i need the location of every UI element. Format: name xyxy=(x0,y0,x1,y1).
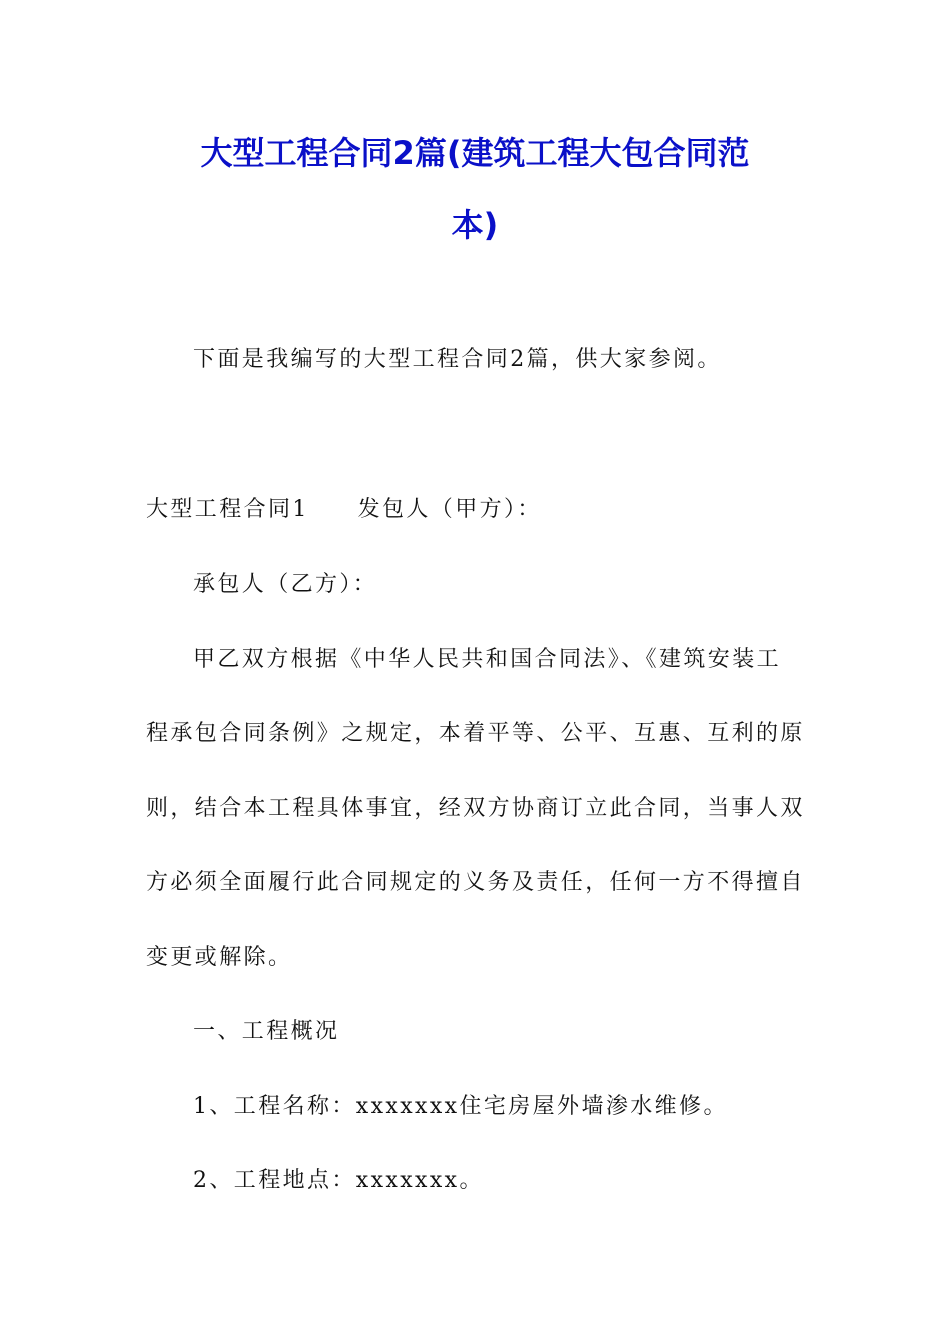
document-title-line-1: 大型工程合同2篇(建筑工程大包合同范 xyxy=(200,134,750,172)
list-item: 2、工程地点：xxxxxxx。 xyxy=(193,1168,484,1193)
paragraph-line: 甲乙双方根据《中华人民共和国合同法》、《建筑安装工 xyxy=(193,647,782,672)
section-heading: 一、工程概况 xyxy=(193,1019,340,1044)
paragraph-line: 变更或解除。 xyxy=(146,945,293,970)
paragraph-line: 程承包合同条例》之规定，本着平等、公平、互惠、互利的原 xyxy=(146,721,805,746)
party-b-line: 承包人（乙方）： xyxy=(193,572,378,597)
contract-heading: 大型工程合同1 发包人（甲方）： xyxy=(146,497,542,522)
list-item: 1、工程名称：xxxxxxx住宅房屋外墙渗水维修。 xyxy=(193,1094,728,1119)
paragraph-line: 则，结合本工程具体事宜，经双方协商订立此合同，当事人双 xyxy=(146,796,805,821)
intro-text: 下面是我编写的大型工程合同2篇，供大家参阅。 xyxy=(193,347,722,372)
paragraph-line: 方必须全面履行此合同规定的义务及责任，任何一方不得擅自 xyxy=(146,870,805,895)
document-title-line-2: 本) xyxy=(451,206,499,244)
